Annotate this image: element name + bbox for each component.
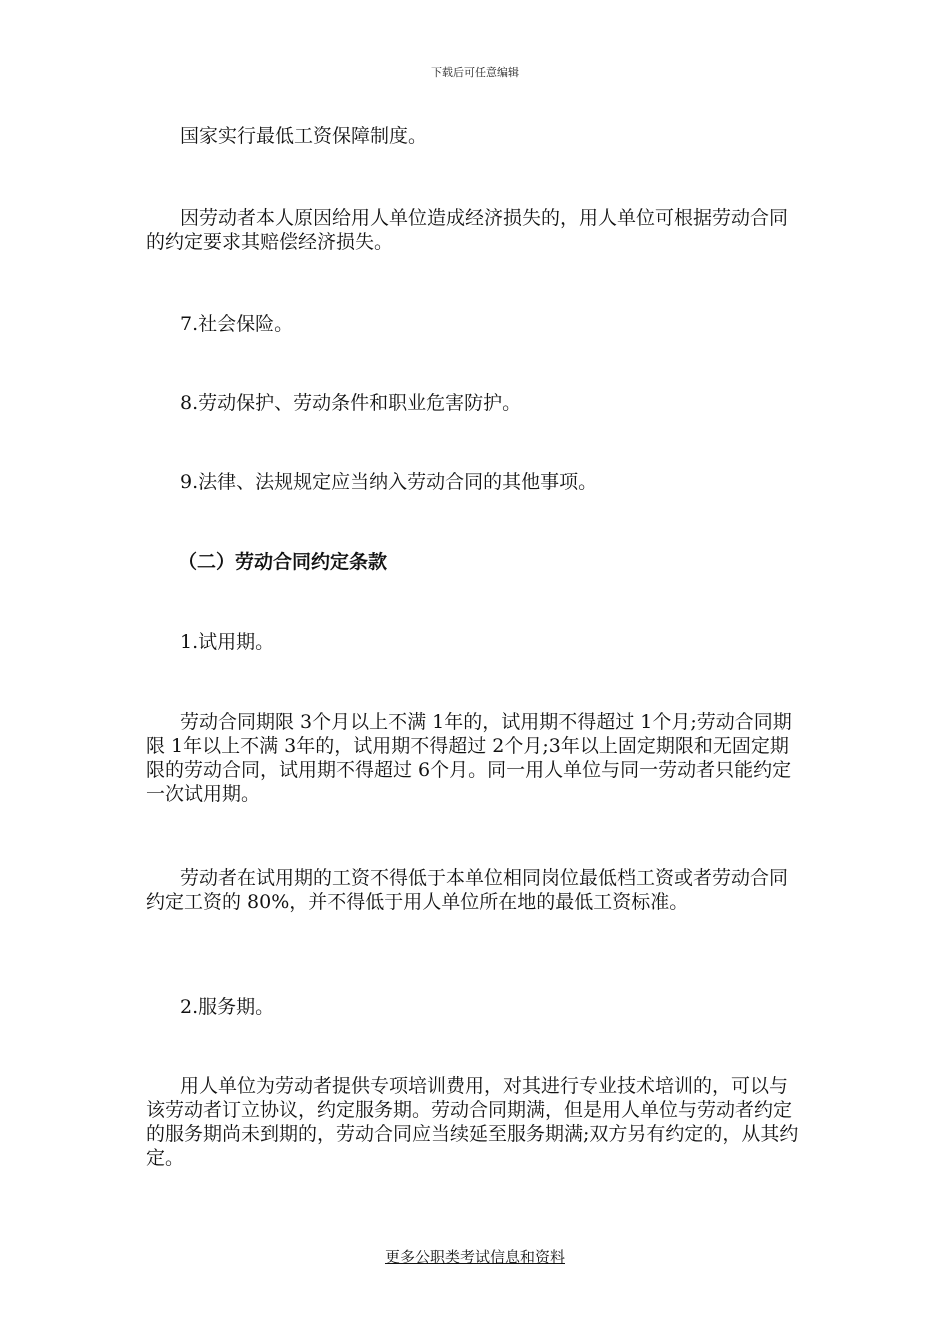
paragraph-minimum-wage: 国家实行最低工资保障制度。	[180, 125, 428, 147]
paragraph-probation-terms: 劳动合同期限 3个月以上不满 1年的，试用期不得超过 1个月;劳动合同期限 1年以上不满 3年的，试用期不得超过 2个月;3年以上固定期限和无固定期限的劳动合同，试用期不得超过 6个月。同一用人单位与同一劳动者只能约定一次试用期。	[146, 711, 792, 805]
list-item-probation: 1.试用期。	[180, 631, 275, 653]
paragraph-compensation: 因劳动者本人原因给用人单位造成经济损失的，用人单位可根据劳动合同的约定要求其赔偿经济损失。	[146, 207, 789, 253]
page-footer	[0, 1247, 950, 1267]
section-heading: （二）劳动合同约定条款	[178, 551, 388, 573]
list-item-other-matters: 9.法律、法规规定应当纳入劳动合同的其他事项。	[180, 471, 598, 493]
more-info-link[interactable]: 更多公职类考试信息和资料	[384, 1248, 565, 1266]
page-header: 下载后可任意编辑	[431, 66, 519, 79]
list-item-service-period: 2.服务期。	[180, 996, 275, 1018]
list-item-social-insurance: 7.社会保险。	[180, 313, 294, 335]
list-item-labor-protection: 8.劳动保护、劳动条件和职业危害防护。	[180, 392, 522, 414]
paragraph-probation-wage: 劳动者在试用期的工资不得低于本单位相同岗位最低档工资或者劳动合同约定工资的 80%，并不得低于用人单位所在地的最低工资标准。	[146, 867, 789, 913]
paragraph-service-period-terms: 用人单位为劳动者提供专项培训费用，对其进行专业技术培训的，可以与该劳动者订立协议，约定服务期。劳动合同期满，但是用人单位与劳动者约定的服务期尚未到期的，劳动合同应当续延至服务期满;双方另有约定的，从其约定。	[146, 1075, 799, 1169]
